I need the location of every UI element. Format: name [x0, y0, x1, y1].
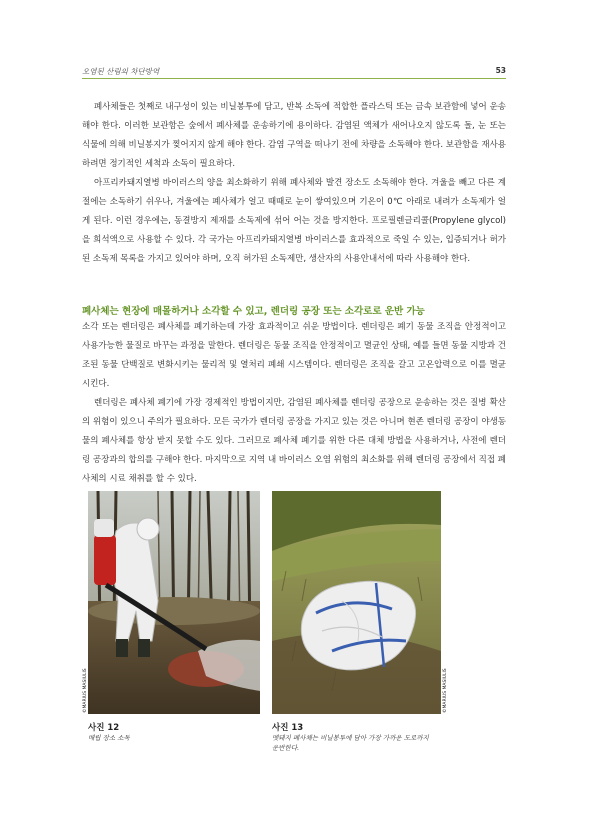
body-text-section: [82, 318, 506, 489]
paragraph: 소각 또는 렌더링은 폐사체를 폐기하는데 가장 효과적이고 쉬운 방법이다. 렌더링은 폐기 동물 조직을 안정적이고 사용가능한 물질로 바꾸는 과정을 말한다. 렌더링은 동물 조직을 안정적이고 멸균인 상태, 예를 들면 동물 지방과 건조된 동물 단백질로 변화시키는 물리적 및 열처리 폐쇄 시스템이다. 렌더링은 조직을 갈고 고온압력으로 이를 멸균시킨다.: [82, 322, 506, 389]
paragraph: 폐사체들은 첫째로 내구성이 있는 비닐봉투에 담고, 반복 소독에 적합한 플라스틱 또는 금속 보관함에 넣어 운송해야 한다. 이러한 보관함은 숲에서 폐사체를 운송하기에 용이하다. 감염된 액체가 새어나오지 않도록 돌, 눈 또는 식물에 의해 비닐봉지가 찢어지지 않게 해야 한다. 감염 구역을 떠나기 전에 차량을 소독해야 한다. 보관함을 재사용하려면 정기적인 세척과 소독이 필요하다.: [82, 102, 506, 169]
photo-13-image: [272, 491, 441, 714]
figure-caption-text: 멧돼지 폐사체는 비닐봉투에 담아 가장 가까운 도로까지 운반한다.: [272, 734, 429, 752]
page-number: 53: [495, 66, 506, 75]
photo-burial-site-disinfection: [88, 491, 260, 714]
paragraph: 아프리카돼지열병 바이러스의 양을 최소화하기 위해 폐사체와 발견 장소도 소독해야 한다. 겨울을 빼고 다른 계절에는 소독하기 쉬우나, 겨울에는 폐사체가 얼고 때때로 눈이 쌓여있으며 기온이 0℃ 아래로 내려가 소독제가 얼게 된다. 이런 경우에는, 동결방지 제재를 소독제에 섞어 어는 것을 방지한다. 프로필렌글리콜(Propylene glycol)을 희석액으로 사용할 수 있다. 각 국가는 아프리카돼지열병 바이러스를 효과적으로 죽일 수 있는, 입증되거나 허가된 소독제 목록을 가지고 있어야 하며, 오직 허가된 소독제만, 생산자의 사용안내서에 따라 사용해야 한다.: [82, 178, 506, 264]
figure-caption-text: 매립 장소 소독: [88, 734, 130, 742]
running-title: 오염된 산림의 차단방역: [82, 67, 160, 76]
section-heading: 폐사체는 현장에 매몰하거나 소각할 수 있고, 렌더링 공장 또는 소각로로 운반 가능: [82, 306, 425, 317]
photo-credit: ©MARIUS MASIULIS: [83, 668, 88, 713]
body-text-top: [82, 98, 506, 269]
header-rule: [82, 78, 506, 79]
photo-credit: ©MARIUS MASIULIS: [443, 668, 448, 713]
photo-12-image: [88, 491, 260, 714]
photo-carcass-bag: [272, 491, 441, 714]
figure-caption-title: 사진 12: [88, 723, 120, 733]
figure-caption-title: 사진 13: [272, 723, 304, 733]
paragraph: 렌더링은 폐사체 폐기에 가장 경제적인 방법이지만, 감염된 폐사체를 렌더링 공장으로 운송하는 것은 질병 확산의 위험이 있으니 주의가 필요하다. 모든 국가가 렌더링 공장을 가지고 있는 것은 아니며 현존 렌더링 공장이 야생동물의 폐사체를 항상 받지 못할 수도 있다. 그러므로 폐사체 폐기를 위한 다른 대체 방법을 사용하거나, 사전에 렌더링 공장과의 합의를 구해야 한다. 마지막으로 지역 내 바이러스 오염 위험의 최소화를 위해 렌더링 공장에서 직접 폐사체의 시료 채취를 할 수 있다.: [82, 398, 506, 484]
